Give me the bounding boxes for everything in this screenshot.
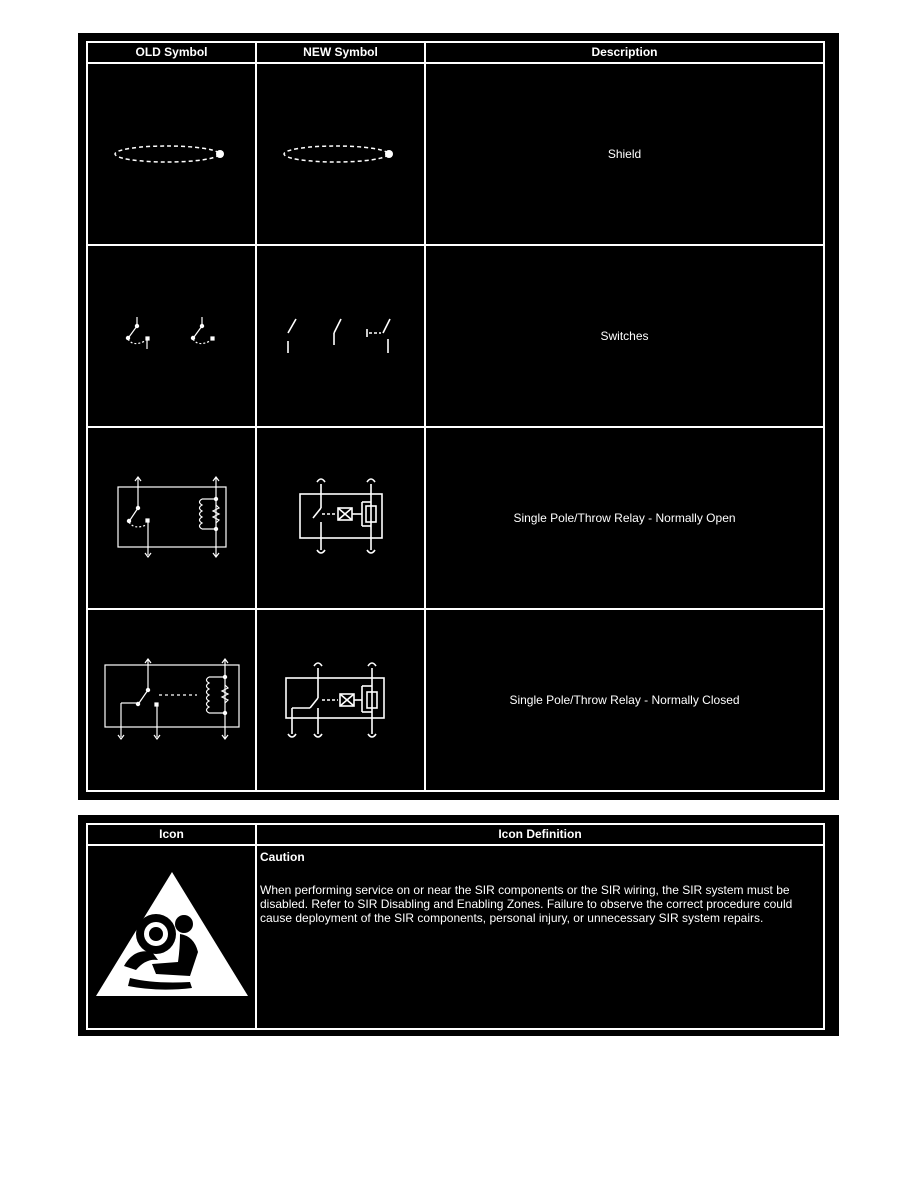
relay-normally-closed-old-icon (101, 655, 243, 745)
symbols-panel (78, 33, 839, 800)
new-symbol-cell (256, 63, 425, 245)
caution-title: Caution (260, 850, 305, 864)
icon-cell (87, 845, 256, 1029)
symbols-table (86, 41, 825, 792)
airbag-warning-icon (94, 870, 250, 1000)
header-old-symbol: OLD Symbol (87, 42, 256, 63)
shield-symbol-new-icon (276, 139, 406, 169)
switches-symbol-old-icon (117, 311, 227, 361)
relay-normally-closed-new-icon (276, 650, 406, 750)
table-row (87, 63, 824, 245)
table-row (87, 609, 824, 791)
switches-symbol-new-icon (276, 311, 406, 361)
description-cell: Switches (425, 245, 824, 427)
icon-definition-panel (78, 815, 839, 1036)
old-symbol-cell (87, 245, 256, 427)
new-symbol-cell (256, 245, 425, 427)
relay-normally-open-old-icon (112, 473, 232, 563)
symbols-header-row (87, 42, 824, 63)
old-symbol-cell (87, 63, 256, 245)
description-cell: Single Pole/Throw Relay - Normally Open (425, 427, 824, 609)
header-icon: Icon (87, 824, 256, 845)
new-symbol-cell (256, 609, 425, 791)
header-new-symbol: NEW Symbol (256, 42, 425, 63)
icon-header-row (87, 824, 824, 845)
relay-normally-open-new-icon (286, 468, 396, 568)
old-symbol-cell (87, 609, 256, 791)
icon-table (86, 823, 825, 1030)
header-icon-definition: Icon Definition (256, 824, 824, 845)
header-description: Description (425, 42, 824, 63)
table-row (87, 245, 824, 427)
caution-text: When performing service on or near the SIR components or the SIR wiring, the SIR system must be disabled. Refer to SIR Disabling and Enabling Zones. Failure to observe the correct procedure could cause deployment of the SIR components, personal injury, or unnecessary SIR system repairs. (260, 883, 793, 925)
old-symbol-cell (87, 427, 256, 609)
table-row (87, 845, 824, 1029)
shield-symbol-old-icon (107, 139, 237, 169)
new-symbol-cell (256, 427, 425, 609)
icon-definition-cell (256, 845, 824, 1029)
description-cell: Single Pole/Throw Relay - Normally Closed (425, 609, 824, 791)
description-cell: Shield (425, 63, 824, 245)
table-row (87, 427, 824, 609)
